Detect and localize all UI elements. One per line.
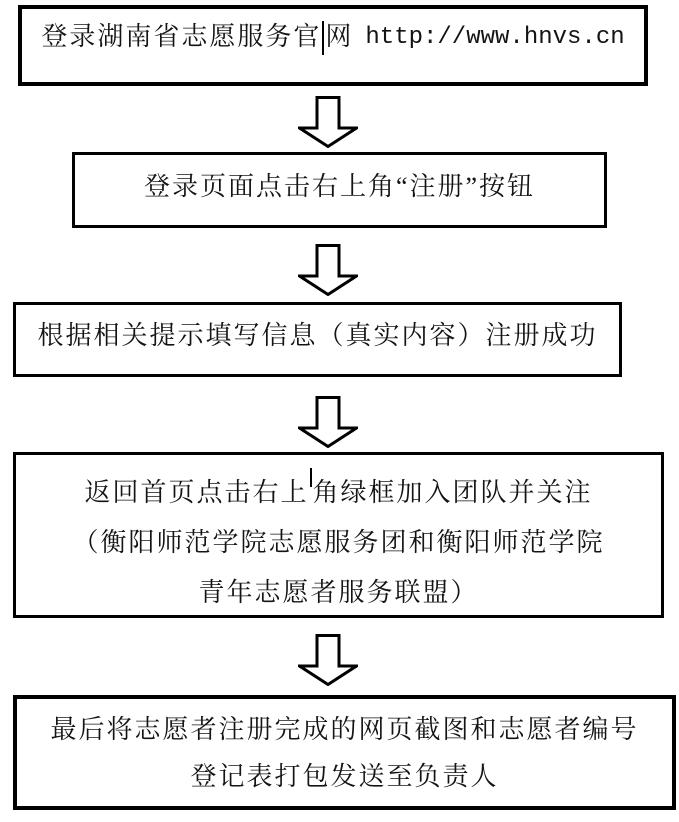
step-4-line-2: （衡阳师范学院志愿服务团和衡阳师范学院 (72, 528, 605, 557)
step-5-line-2: 登记表打包发送至负责人 (190, 762, 499, 791)
step-4-line-3: 青年志愿者服务联盟） (198, 578, 479, 607)
step-4-line1-text-after-cursor: 角绿框加入团队并关注 (312, 478, 593, 507)
down-arrow-icon (298, 96, 358, 148)
flow-step-3 (13, 302, 622, 377)
step-1-text-after-cursor: 网 (325, 22, 354, 52)
step-4-line1-text: 返回首页点击右上 (84, 478, 309, 507)
text-cursor-caret (310, 468, 312, 487)
step-2-text: 登录页面点击右上角“注册”按钮 (143, 171, 536, 201)
flow-step-4 (13, 452, 664, 618)
flow-step-2 (72, 152, 607, 228)
down-arrow-icon (298, 634, 358, 686)
step-5-line-1: 最后将志愿者注册完成的网页截图和志愿者编号 (50, 715, 639, 744)
step-3-text: 根据相关提示填写信息（真实内容）注册成功 (37, 320, 598, 350)
down-arrow-icon (298, 396, 358, 448)
step-1-url: http://www.hnvs.cn (365, 23, 625, 51)
step-4-line-1 (84, 468, 592, 518)
flow-step-1 (18, 5, 648, 86)
step-1-text: 登录湖南省志愿服务官 (41, 22, 322, 52)
text-cursor-caret (322, 21, 324, 55)
down-arrow-icon (298, 244, 358, 296)
flow-step-5 (13, 695, 676, 810)
